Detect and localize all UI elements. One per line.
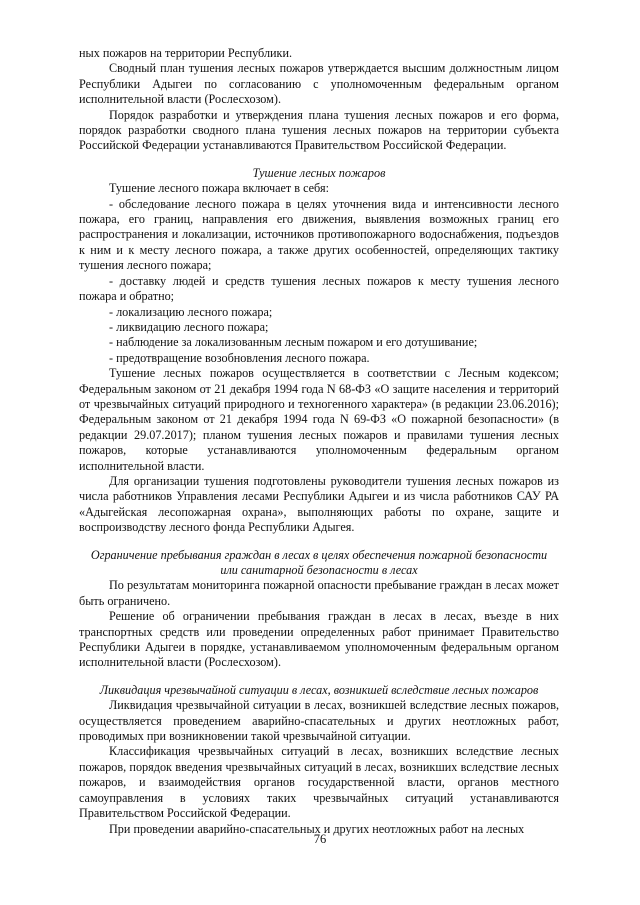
- paragraph: Порядок разработки и утверждения плана тушения лесных пожаров и его форма, порядок разработки сводного плана тушения лесных пожаров на территории субъекта Российской Федерации устанавливаются Правительством Российской Федерации.: [79, 107, 559, 153]
- paragraph: Тушение лесного пожара включает в себя:: [109, 181, 329, 196]
- document-page: [79, 46, 559, 837]
- paragraph: При проведении аварийно-спасательных и других неотложных работ на лесных: [109, 821, 525, 836]
- paragraph: Сводный план тушения лесных пожаров утверждается высшим должностным лицом Республики Адыгеи по согласованию с уполномоченным федеральным органом исполнительной власти (Рослесхозом).: [79, 61, 559, 107]
- paragraph: Ликвидация чрезвычайной ситуации в лесах, возникшей вследствие лесных пожаров, осуществляется проведением аварийно-спасательных и других неотложных работ, проводимых при возникновении такой чрезвычайной ситуации.: [79, 698, 559, 744]
- section-heading-line: Ограничение пребывания граждан в лесах в целях обеспечения пожарной безопасности: [90, 547, 548, 562]
- list-item: - наблюдение за локализованным лесным пожаром и его дотушивание;: [109, 335, 478, 350]
- list-item: - ликвидацию лесного пожара;: [109, 319, 269, 334]
- paragraph: По результатам мониторинга пожарной опасности пребывание граждан в лесах может быть ограничено.: [79, 578, 559, 608]
- section-heading-line: или санитарной безопасности в лесах: [220, 563, 418, 577]
- section-heading: Ликвидация чрезвычайной ситуации в лесах, возникшей вследствие лесных пожаров: [99, 682, 539, 697]
- paragraph: Решение об ограничении пребывания граждан в лесах в лесах, въезде в них транспортных средств или проведении определенных работ принимает Правительство Республики Адыгеи в порядке, устанавливаемом уполномоченным федеральным органом исполнительной власти (Рослесхозом).: [79, 609, 559, 670]
- page-number: 76: [313, 832, 327, 846]
- list-item: - доставку людей и средств тушения лесных пожаров к месту тушения лесного пожара и обратно;: [79, 273, 559, 304]
- paragraph: Для организации тушения подготовлены руководители тушения лесных пожаров из числа работников Управления лесами Республики Адыгеи и из числа работников САУ РА «Адыгейская лесопожарная охрана», выполняющих работы по охране, защите и воспроизводству лесного фонда Республики Адыгея.: [79, 473, 559, 535]
- list-item: - обследование лесного пожара в целях уточнения вида и интенсивности лесного пожара, его границ, направления его движения, выявления возможных границ его распространения и локализации, источников противопожарного водоснабжения, подъездов к ним и к месту лесного пожара, а также других особенностей, определяющих тактику тушения лесного пожара;: [79, 196, 559, 273]
- list-item: - предотвращение возобновления лесного пожара.: [109, 350, 370, 365]
- section-heading: Тушение лесных пожаров: [252, 165, 386, 180]
- list-item: - локализацию лесного пожара;: [109, 304, 273, 319]
- section-heading: [79, 548, 559, 579]
- paragraph: Классификация чрезвычайных ситуаций в лесах, возникших вследствие лесных пожаров, порядок введения чрезвычайных ситуаций в лесах, возникших вследствие лесных пожаров, и взаимодействия органов государственной власти, органов местного самоуправления в условиях таких чрезвычайных ситуаций устанавливаются Правительством Российской Федерации.: [79, 744, 559, 821]
- paragraph: ных пожаров на территории Республики.: [79, 46, 293, 60]
- paragraph: Тушение лесных пожаров осуществляется в соответствии с Лесным кодексом; Федеральным законом от 21 декабря 1994 года N 68-ФЗ «О защите населения и территорий от чрезвычайных ситуаций природного и техногенного характера» (в редакции 23.06.2016); Федеральным законом от 21 декабря 1994 года N 69-ФЗ «О пожарной безопасности» (в редакции 29.07.2017); планом тушения лесных пожаров и правилами тушения лесных пожаров, которые устанавливаются уполномоченным федеральным органом исполнительной власти.: [79, 366, 559, 473]
